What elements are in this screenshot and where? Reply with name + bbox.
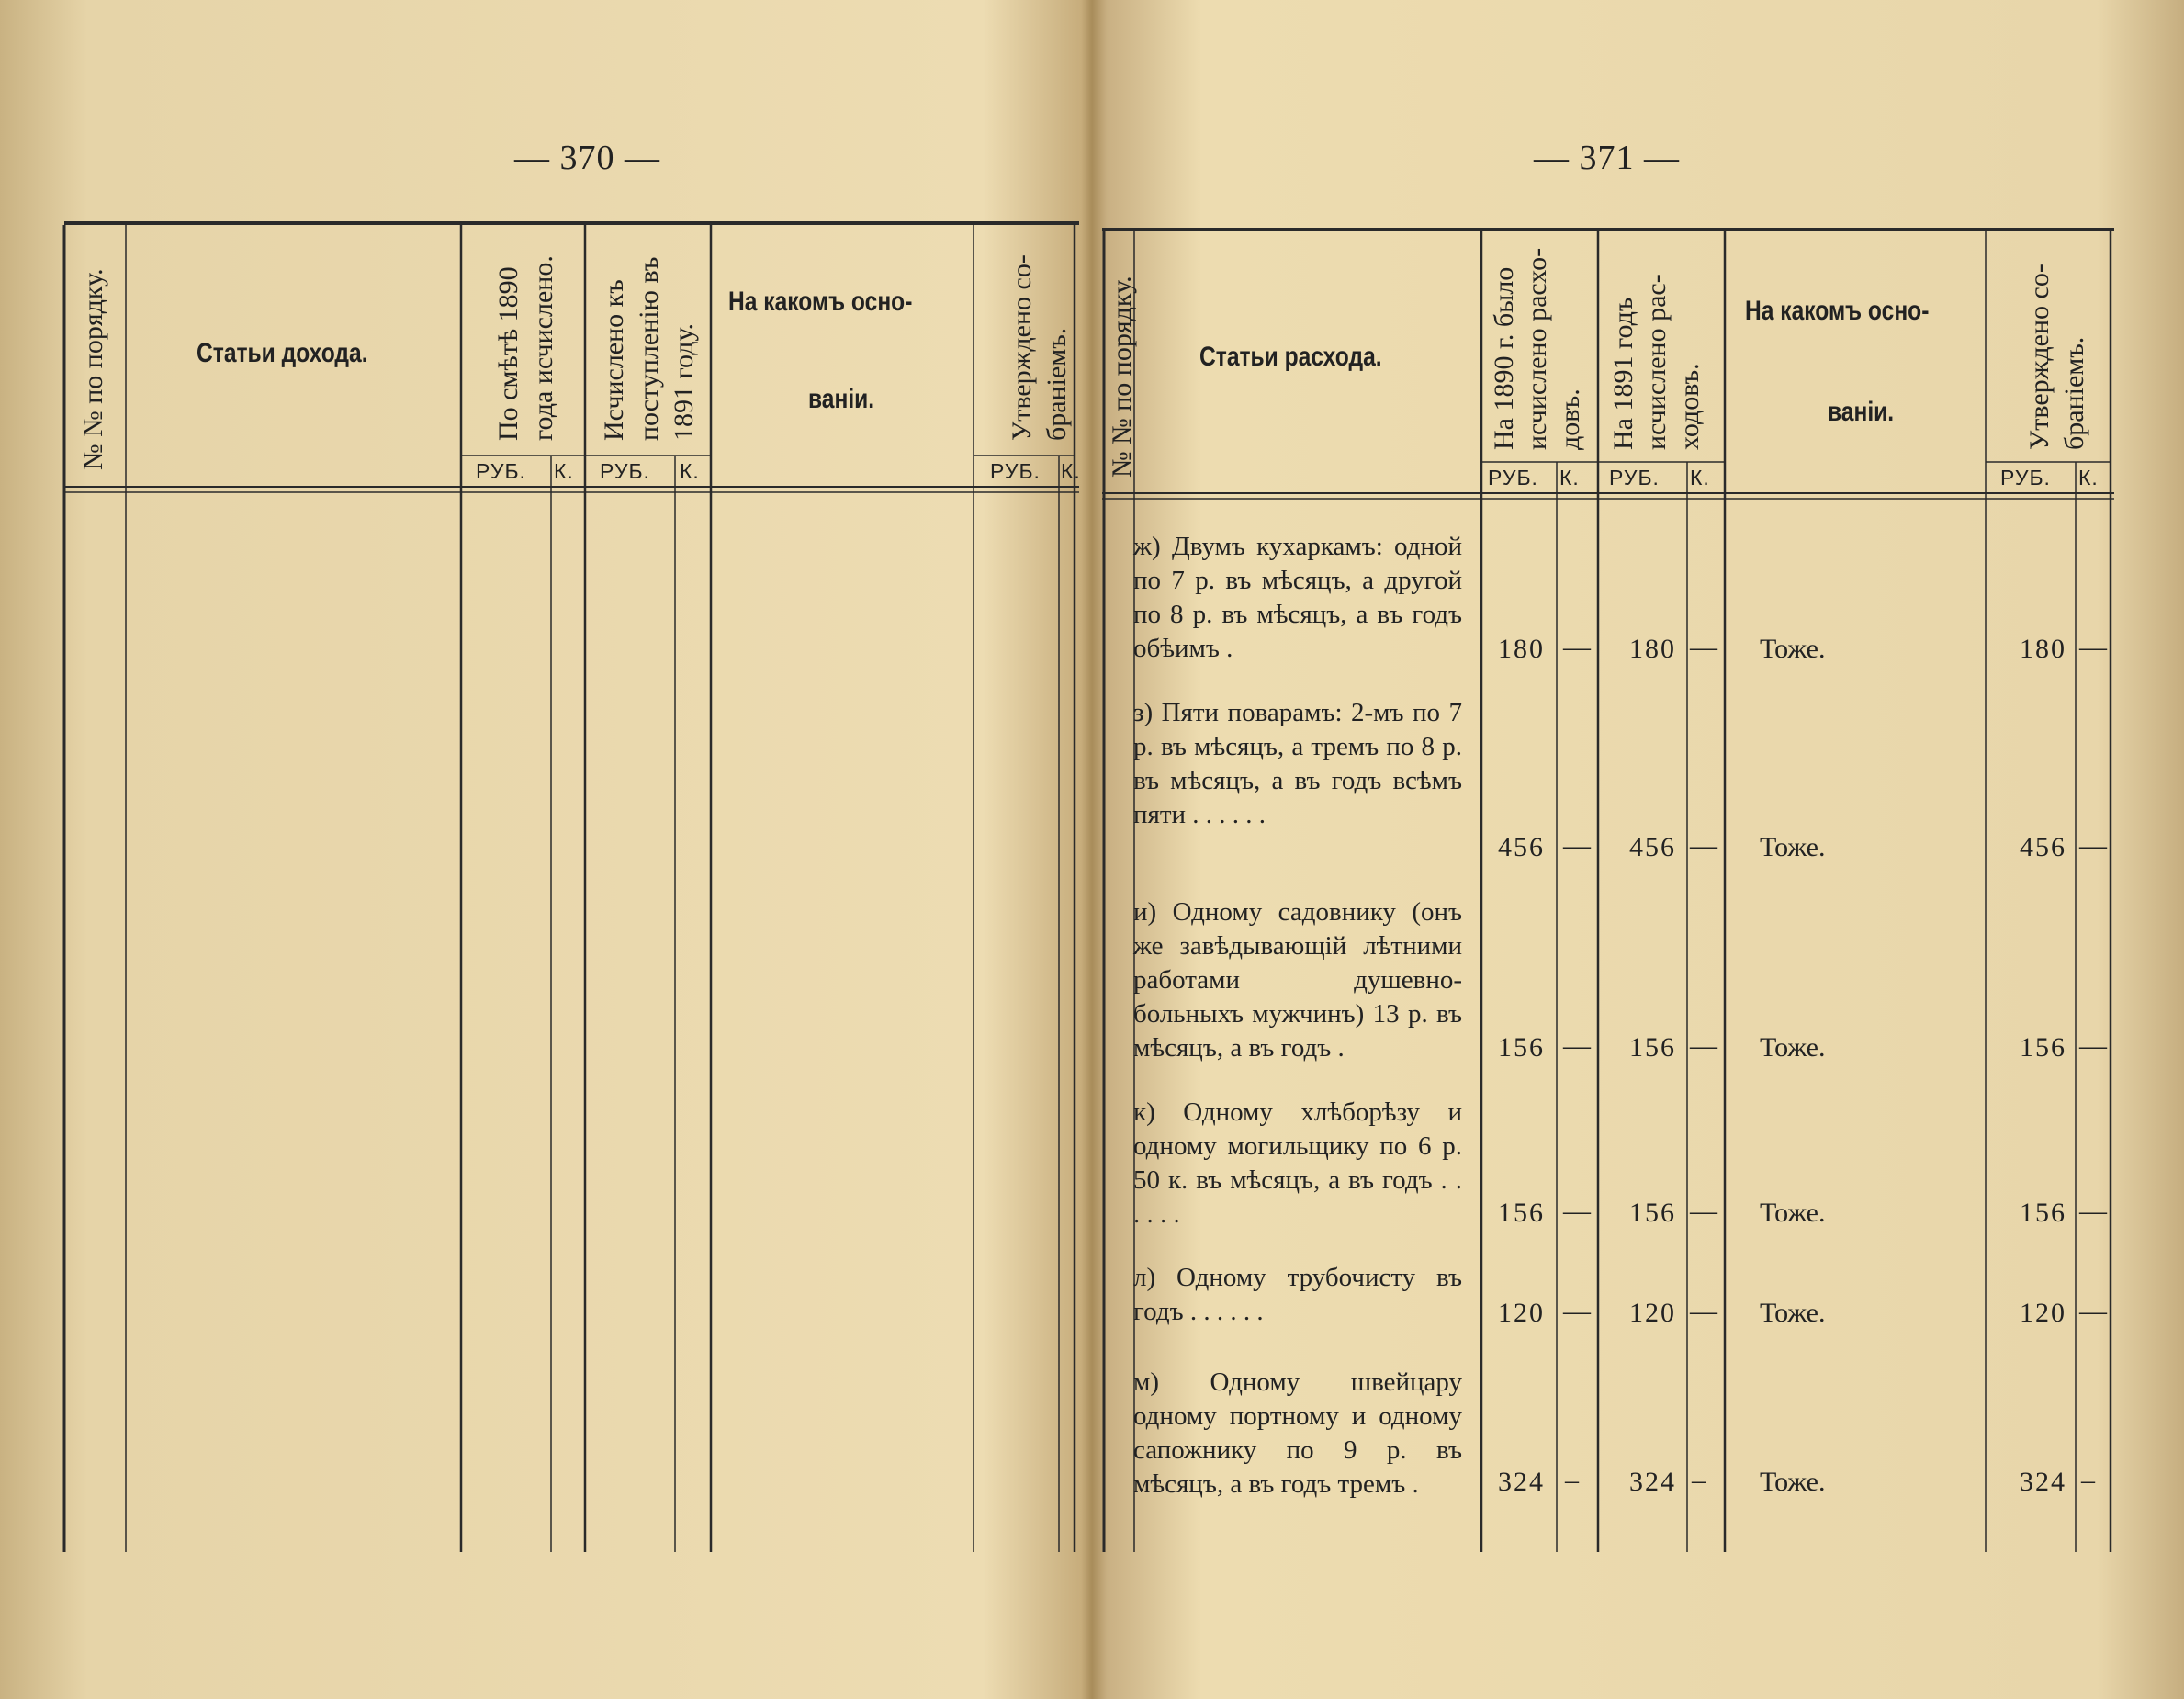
expense-item-text: и) Одному садовнику (онъ же завѣдывающій лѣтними работами душевно-больныхъ мужчинъ) 13 р. въ мѣсяцъ, а въ годъ .	[1133, 897, 1462, 1063]
unit-rub: РУБ.	[1488, 466, 1538, 489]
kopeck-dash: —	[1690, 1030, 1717, 1061]
kopeck-dash: —	[1563, 830, 1591, 861]
unit-kop: К.	[1061, 459, 1081, 483]
col-approved-header: Утверждено со- браніемъ.	[1007, 254, 1072, 441]
unit-rub: РУБ.	[1609, 466, 1660, 489]
kopeck-dash: –	[1565, 1465, 1579, 1495]
value-approved: 156	[2020, 1198, 2066, 1228]
page-number: — 371 —	[1534, 139, 1680, 177]
kopeck-dash: —	[2079, 632, 2107, 662]
value-1890: 156	[1498, 1032, 1545, 1063]
col-number-header: № № по порядку.	[78, 268, 108, 470]
expense-item-text: з) Пяти поварамъ: 2-мъ по 7 р. въ мѣсяцъ, а тремъ по 8 р. въ мѣсяцъ, а въ годъ всѣмъ пяти . . . . . .	[1133, 698, 1462, 829]
kopeck-dash: —	[1690, 1296, 1717, 1326]
basis-text: Тоже.	[1760, 1198, 1826, 1228]
value-1891: 456	[1629, 832, 1676, 862]
kopeck-dash: –	[1692, 1465, 1706, 1495]
unit-kop: К.	[1559, 466, 1580, 489]
unit-kop: К.	[680, 459, 700, 483]
value-1891: 156	[1629, 1198, 1676, 1228]
col-approved-header: Утверждено со- браніемъ.	[2024, 264, 2089, 450]
col-item-header: Статьи расхода.	[1199, 342, 1382, 372]
kopeck-dash: —	[1690, 830, 1717, 861]
value-1890: 120	[1498, 1298, 1545, 1328]
col-number-header: № № по порядку.	[1107, 276, 1137, 478]
unit-kop: К.	[554, 459, 574, 483]
kopeck-dash: —	[2079, 1030, 2107, 1061]
basis-text: Тоже.	[1760, 832, 1826, 862]
basis-text: Тоже.	[1760, 634, 1826, 664]
unit-kop: К.	[1690, 466, 1710, 489]
kopeck-dash: —	[2079, 1196, 2107, 1226]
unit-rub: РУБ.	[990, 459, 1041, 483]
value-approved: 156	[2020, 1032, 2066, 1063]
expense-item-text: ж) Двумъ кухаркамъ: одной по 7 р. въ мѣсяцъ, а другой по 8 р. въ мѣсяцъ, а въ годъ обѣимъ .	[1133, 532, 1462, 663]
value-1891: 324	[1629, 1467, 1676, 1497]
unit-kop: К.	[2078, 466, 2099, 489]
value-1891: 180	[1629, 634, 1676, 664]
col-basis-header-2: ваніи.	[808, 384, 875, 414]
left-page	[0, 0, 1084, 1699]
col-est-1890-header: По смѣтѣ 1890 года исчислено.	[493, 255, 558, 441]
kopeck-dash: —	[1563, 1296, 1591, 1326]
kopeck-dash: —	[1690, 1196, 1717, 1226]
kopeck-dash: —	[1563, 1030, 1591, 1061]
expense-item-text: к) Одному хлѣборѣзу и одному могильщику по 6 р. 50 к. въ мѣсяцъ, а въ годъ . . . . . .	[1133, 1097, 1462, 1229]
col-basis-header-1: На какомъ осно-	[1745, 296, 1930, 326]
kopeck-dash: —	[1690, 632, 1717, 662]
value-approved: 180	[2020, 634, 2066, 664]
expense-item-text: м) Одному швейцару одному портному и одному сапожнику по 9 р. въ мѣсяцъ, а въ годъ тремъ .	[1133, 1367, 1462, 1499]
kopeck-dash: —	[2079, 830, 2107, 861]
col-est-1890-header: На 1890 г. было исчислено расхо- довъ.	[1489, 247, 1585, 450]
basis-text: Тоже.	[1760, 1032, 1826, 1063]
unit-rub: РУБ.	[2000, 466, 2051, 489]
value-1890: 156	[1498, 1198, 1545, 1228]
kopeck-dash: –	[2081, 1465, 2095, 1495]
col-basis-header-2: ваніи.	[1828, 397, 1895, 427]
kopeck-dash: —	[1563, 1196, 1591, 1226]
unit-rub: РУБ.	[600, 459, 650, 483]
col-est-1891-header: На 1891 годъ исчислено рас- ходовъ.	[1608, 274, 1705, 450]
right-page	[1093, 0, 2184, 1699]
value-approved: 120	[2020, 1298, 2066, 1328]
col-est-1891-header: Исчислено къ поступленію въ 1891 году.	[599, 256, 699, 441]
col-item-header: Статьи дохода.	[197, 338, 368, 368]
unit-rub: РУБ.	[476, 459, 526, 483]
value-1891: 120	[1629, 1298, 1676, 1328]
value-1890: 456	[1498, 832, 1545, 862]
basis-text: Тоже.	[1760, 1298, 1826, 1328]
value-1890: 180	[1498, 634, 1545, 664]
value-approved: 324	[2020, 1467, 2066, 1497]
value-1890: 324	[1498, 1467, 1545, 1497]
page-number: — 370 —	[514, 139, 660, 177]
basis-text: Тоже.	[1760, 1467, 1826, 1497]
value-1891: 156	[1629, 1032, 1676, 1063]
kopeck-dash: —	[1563, 632, 1591, 662]
kopeck-dash: —	[2079, 1296, 2107, 1326]
expense-item-text: л) Одному трубочисту въ годъ . . . . . .	[1133, 1263, 1462, 1326]
col-basis-header-1: На какомъ осно-	[728, 287, 913, 317]
value-approved: 456	[2020, 832, 2066, 862]
